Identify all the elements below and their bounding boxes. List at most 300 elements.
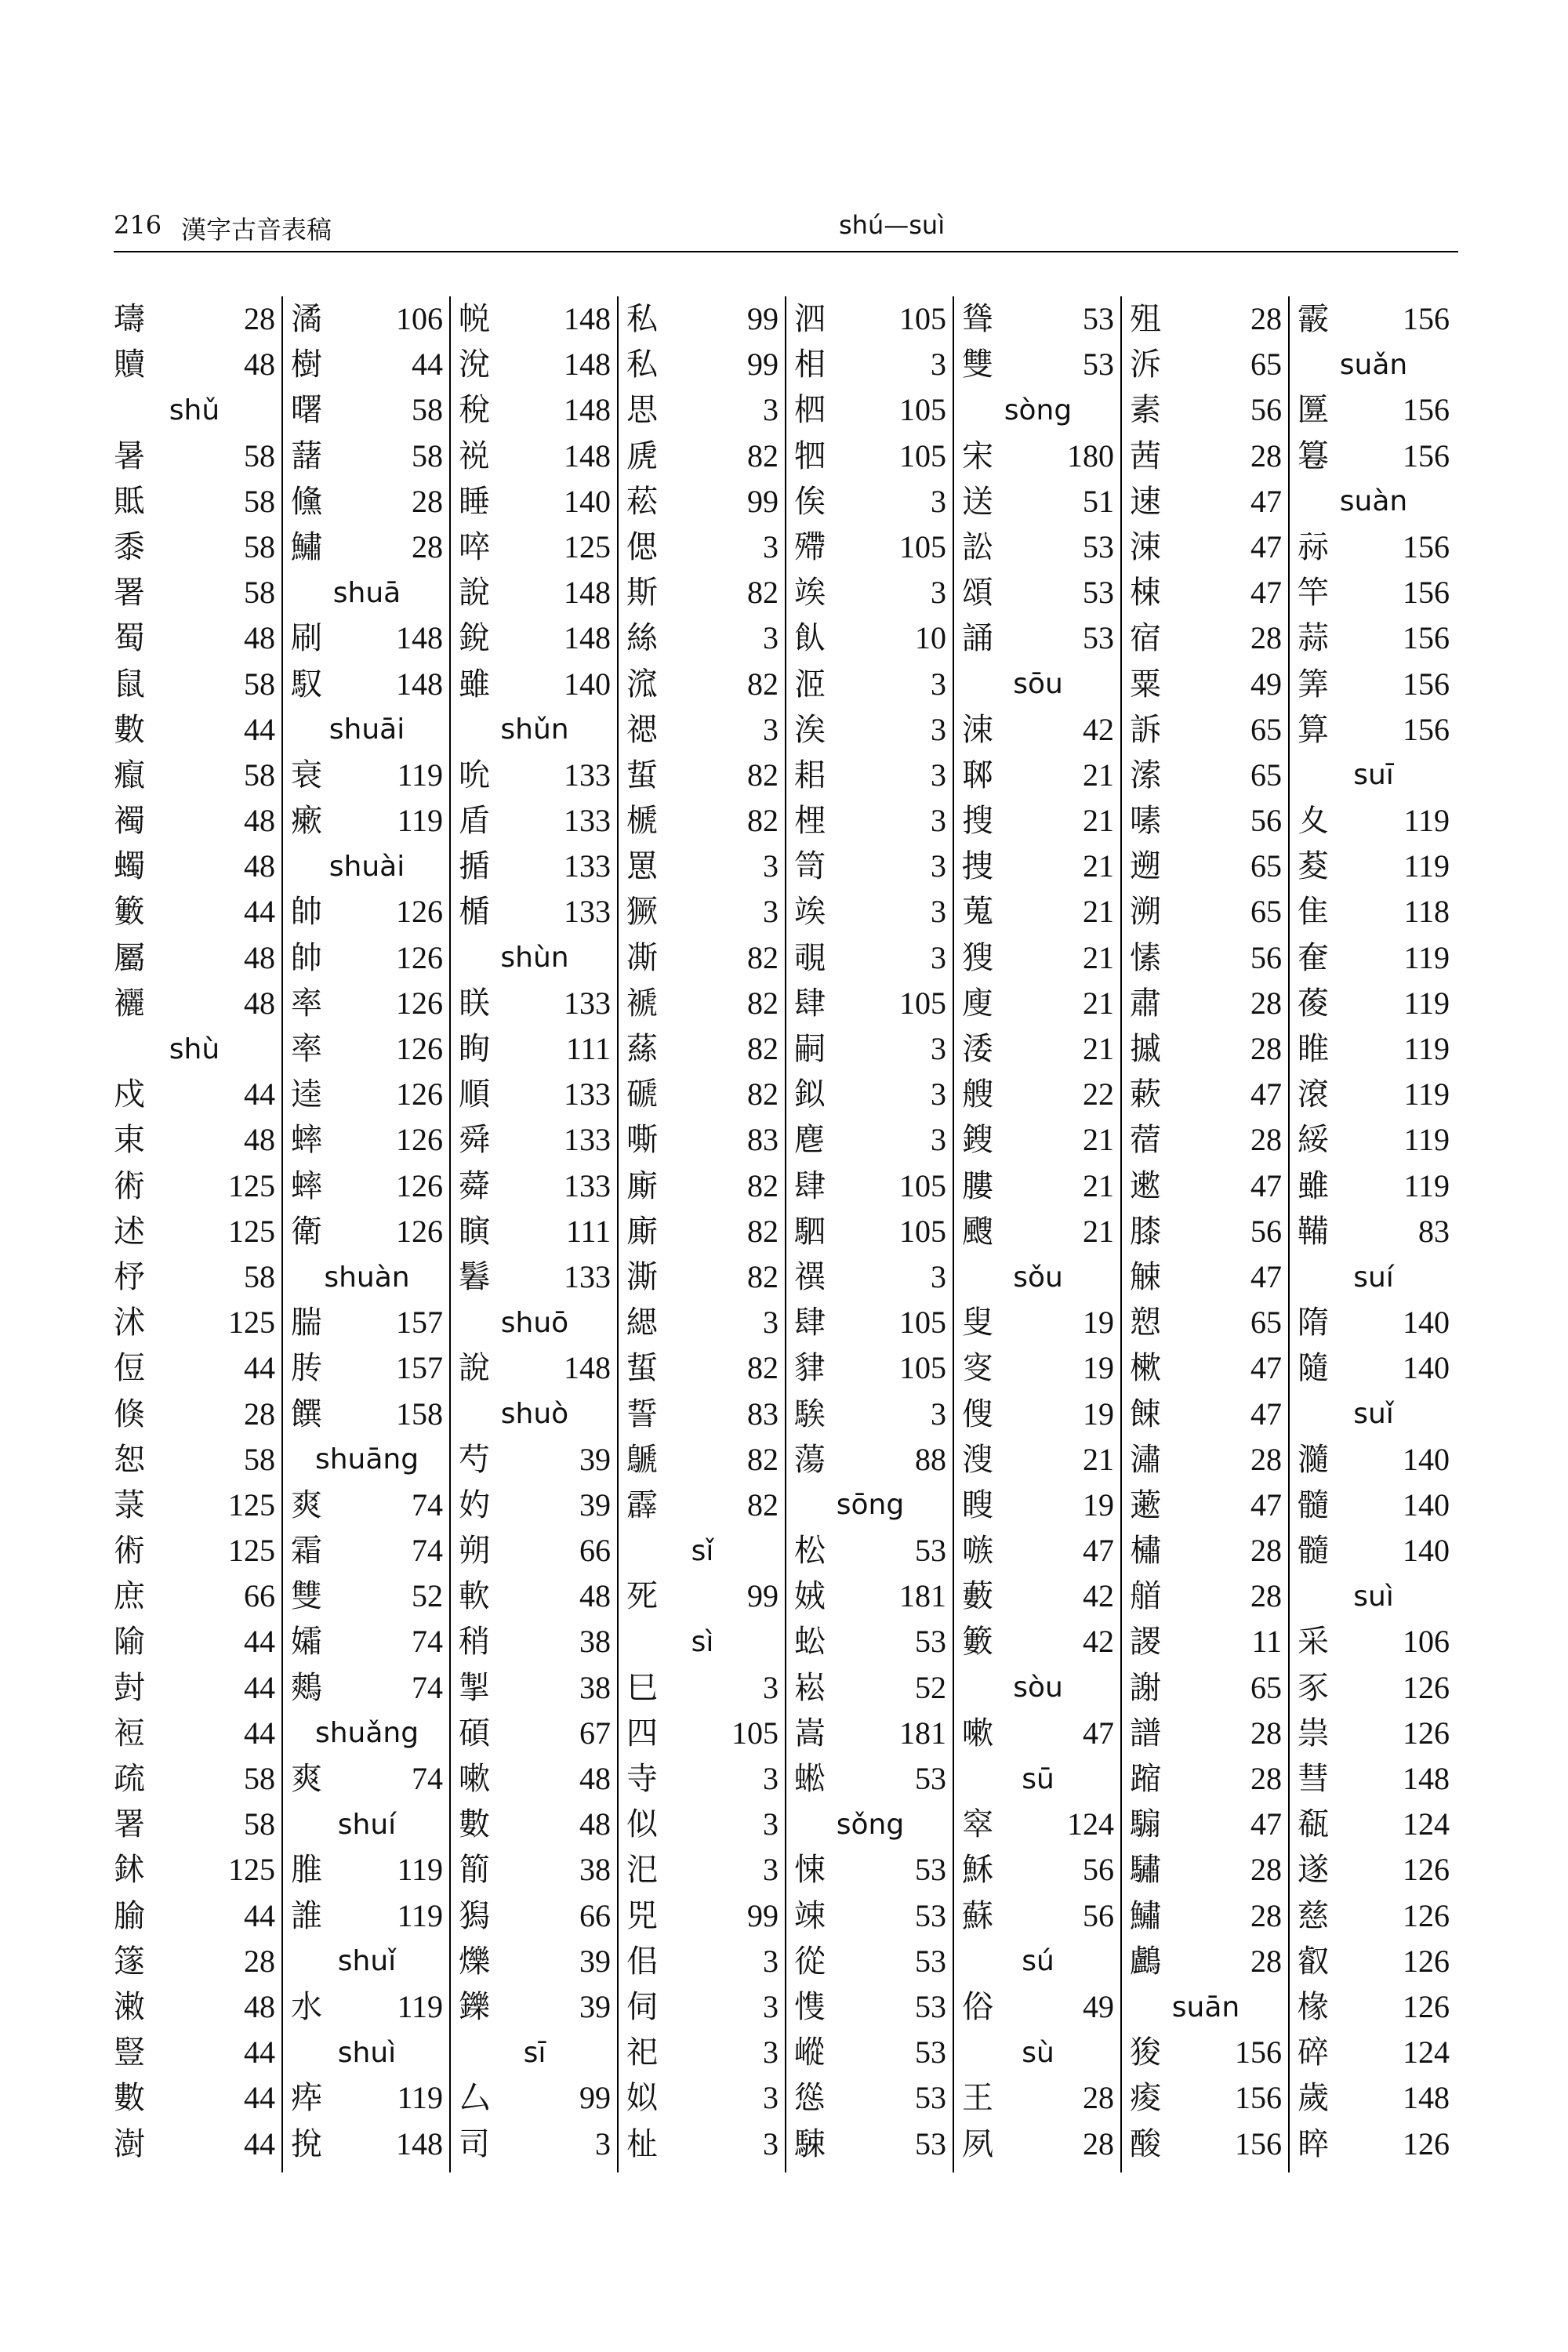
rhyme-group-number: 125 <box>228 1167 275 1203</box>
character: 蟀 <box>291 1122 322 1159</box>
character-entry <box>1298 1026 1450 1072</box>
character-entry <box>626 479 779 524</box>
character: 腨 <box>291 1305 322 1341</box>
character: 嵷 <box>794 2034 826 2071</box>
character-entry <box>626 342 779 387</box>
character-entry <box>794 570 946 615</box>
character-entry <box>794 1254 946 1300</box>
character: 葰 <box>1298 985 1329 1022</box>
pinyin-heading: shuí <box>337 1808 397 1841</box>
character-entry <box>459 2075 611 2121</box>
rhyme-group-number: 119 <box>397 1852 443 1888</box>
character-entry <box>459 1939 611 1984</box>
character-entry <box>459 1893 611 1939</box>
character: 宋 <box>962 437 993 474</box>
character-entry <box>962 615 1114 661</box>
character-entry <box>114 1573 275 1619</box>
rhyme-group-number: 148 <box>396 2125 443 2161</box>
rhyme-group-number: 126 <box>396 1213 443 1249</box>
character: 思 <box>626 392 658 429</box>
character-entry <box>114 524 275 570</box>
rhyme-group-number: 58 <box>244 528 275 564</box>
character-entry <box>114 1437 275 1483</box>
rhyme-group-number: 53 <box>915 1988 946 2024</box>
pinyin-heading: shuāng <box>314 1443 419 1476</box>
character-entry <box>626 524 779 570</box>
character: 泗 <box>794 301 826 337</box>
character: 貾 <box>114 483 145 520</box>
character-entry <box>1298 387 1450 433</box>
character-entry <box>794 798 946 844</box>
rhyme-group-number: 3 <box>763 848 779 884</box>
character-entry <box>291 1345 443 1391</box>
character: 榹 <box>626 803 658 840</box>
character-entry <box>1298 1756 1450 1802</box>
character-entry <box>114 1665 275 1711</box>
character-entry <box>459 1117 611 1163</box>
rhyme-group-number: 181 <box>899 1715 946 1751</box>
rhyme-group-number: 48 <box>244 1122 275 1158</box>
rhyme-group-number: 82 <box>747 757 779 793</box>
character: 耜 <box>794 757 826 793</box>
character: 俟 <box>794 483 826 520</box>
character-entry <box>626 844 779 889</box>
rhyme-group-number: 126 <box>396 1031 443 1066</box>
character-entry <box>626 1893 779 1939</box>
character: 眹 <box>459 985 490 1022</box>
rhyme-group-number: 105 <box>899 1350 946 1386</box>
character: 駷 <box>794 2125 826 2162</box>
pinyin-heading: shuō <box>500 1306 569 1339</box>
character-entry <box>291 935 443 981</box>
character: 籔 <box>962 1624 993 1661</box>
character-entry <box>962 1163 1114 1209</box>
rhyme-group-number: 119 <box>1403 848 1450 884</box>
rhyme-group-number: 65 <box>1250 711 1282 747</box>
character-entry <box>114 1117 275 1163</box>
character-entry <box>114 615 275 661</box>
character: 豕 <box>1298 1669 1329 1706</box>
character-entry <box>1130 524 1282 570</box>
character: 銳 <box>459 620 490 657</box>
rhyme-group-number: 83 <box>747 1396 779 1432</box>
character: 竿 <box>1298 575 1329 612</box>
rhyme-group-number: 28 <box>244 1396 275 1432</box>
rhyme-group-number: 126 <box>1403 1852 1450 1888</box>
character: 啐 <box>459 528 490 565</box>
character: 竦 <box>794 1897 826 1934</box>
rhyme-group-number: 21 <box>1083 803 1114 839</box>
character: 夊 <box>1298 803 1329 840</box>
character: 潏 <box>291 301 322 337</box>
rhyme-group-number: 44 <box>244 1669 275 1705</box>
character-entry <box>626 615 779 661</box>
character-entry <box>794 1117 946 1163</box>
character: 蜇 <box>626 757 658 793</box>
character: 術 <box>114 1533 145 1570</box>
character: 郰 <box>962 757 993 793</box>
character-entry <box>794 1711 946 1756</box>
rhyme-group-number: 74 <box>412 1669 443 1705</box>
rhyme-group-number: 119 <box>397 1897 443 1933</box>
character-entry <box>459 342 611 387</box>
character-entry <box>291 2075 443 2121</box>
rhyme-group-number: 119 <box>1403 1031 1450 1066</box>
rhyme-group-number: 28 <box>1250 620 1282 656</box>
character: 偲 <box>626 528 658 565</box>
rhyme-group-number: 53 <box>915 1761 946 1796</box>
pinyin-heading: suān <box>1171 1991 1240 2024</box>
character-entry <box>291 1300 443 1345</box>
character: 俗 <box>962 1988 993 2025</box>
rhyme-group-number: 82 <box>747 666 779 702</box>
character-entry <box>291 1072 443 1117</box>
character-entry <box>794 387 946 433</box>
rhyme-group-number: 28 <box>1250 1441 1282 1477</box>
character-entry <box>291 1665 443 1711</box>
character-entry <box>291 387 443 433</box>
rhyme-group-number: 133 <box>564 1167 611 1203</box>
rhyme-group-number: 157 <box>396 1305 443 1341</box>
character-entry <box>626 387 779 433</box>
rhyme-group-number: 39 <box>579 1441 611 1477</box>
rhyme-group-number: 21 <box>1083 939 1114 975</box>
rhyme-group-number: 133 <box>564 848 611 884</box>
character-entry <box>114 1847 275 1893</box>
rhyme-group-number: 105 <box>899 1305 946 1341</box>
character: 署 <box>114 1806 145 1843</box>
rhyme-group-number: 74 <box>412 1761 443 1796</box>
character-entry <box>1130 479 1282 524</box>
rhyme-group-number: 44 <box>244 2080 275 2116</box>
character: 謖 <box>1130 1624 1161 1661</box>
rhyme-group-number: 180 <box>1067 437 1114 474</box>
character-entry <box>459 2122 611 2167</box>
rhyme-group-number: 119 <box>397 803 443 839</box>
character: 死 <box>626 1578 658 1615</box>
character: 疏 <box>114 1761 145 1797</box>
character-entry <box>1130 662 1282 707</box>
rhyme-group-number: 19 <box>1083 1350 1114 1386</box>
rhyme-group-number: 47 <box>1250 1806 1282 1842</box>
rhyme-group-number: 58 <box>244 1806 275 1842</box>
pinyin-heading: sì <box>691 1626 714 1659</box>
rhyme-group-number: 126 <box>396 985 443 1021</box>
character-entry <box>459 662 611 707</box>
rhyme-group-number: 82 <box>747 437 779 474</box>
character: 嗣 <box>794 1031 826 1067</box>
character: 逵 <box>291 1076 322 1113</box>
pinyin-heading: shuì <box>337 2036 397 2069</box>
pinyin-heading: sǒu <box>1013 1261 1063 1294</box>
rhyme-group-number: 3 <box>931 1031 946 1066</box>
rhyme-group-number: 126 <box>396 939 443 975</box>
rhyme-group-number: 82 <box>747 1031 779 1066</box>
character: 獡 <box>459 1897 490 1934</box>
character: 窣 <box>962 1806 993 1843</box>
rhyme-group-number: 156 <box>1403 437 1450 474</box>
rhyme-group-number: 38 <box>579 1852 611 1888</box>
character-entry <box>794 1665 946 1711</box>
character: 儵 <box>291 483 322 520</box>
character: 蕣 <box>459 1167 490 1204</box>
character: 從 <box>794 1943 826 1980</box>
character: 鱐 <box>291 528 322 565</box>
character: 觫 <box>1130 1258 1161 1295</box>
pinyin-heading: sòng <box>1004 394 1073 426</box>
character: 泝 <box>1130 347 1161 383</box>
rhyme-group-number: 156 <box>1403 301 1450 336</box>
character: 誰 <box>291 1897 322 1934</box>
character: 叡 <box>1298 1943 1329 1980</box>
character-entry <box>1130 1026 1282 1072</box>
rhyme-group-number: 53 <box>915 2125 946 2161</box>
character-entry <box>1130 570 1282 615</box>
rhyme-group-number: 126 <box>1403 1715 1450 1751</box>
pinyin-heading: shuā <box>332 576 401 609</box>
character: 揗 <box>459 848 490 885</box>
rhyme-group-number: 140 <box>564 666 611 702</box>
character: 蔌 <box>1130 1076 1161 1113</box>
rhyme-group-number: 19 <box>1083 1305 1114 1341</box>
rhyme-group-number: 156 <box>1235 2125 1282 2161</box>
rhyme-group-number: 133 <box>564 1076 611 1112</box>
character: 祱 <box>459 437 490 474</box>
rhyme-group-number: 56 <box>1250 1213 1282 1249</box>
rhyme-group-number: 126 <box>1403 2125 1450 2161</box>
character-entry <box>114 1300 275 1345</box>
character-entry <box>114 935 275 981</box>
character-entry <box>962 1893 1114 1939</box>
rhyme-group-number: 47 <box>1250 528 1282 564</box>
character: 誓 <box>626 1396 658 1432</box>
rhyme-group-number: 21 <box>1083 1122 1114 1158</box>
character-entry <box>291 981 443 1026</box>
character: 私 <box>626 301 658 337</box>
rhyme-group-number: 28 <box>1250 1897 1282 1933</box>
character: 嗽 <box>962 1715 993 1751</box>
rhyme-group-number: 3 <box>931 848 946 884</box>
pinyin-heading: shǔ <box>169 394 220 426</box>
character-entry <box>1298 1209 1450 1254</box>
pinyin-heading: suì <box>1353 1580 1394 1613</box>
rhyme-group-number: 124 <box>1403 2034 1450 2071</box>
character-entry <box>114 1072 275 1117</box>
rhyme-group-number: 47 <box>1250 1167 1282 1203</box>
character: 藷 <box>291 437 322 474</box>
character-entry <box>626 1802 779 1847</box>
character-entry <box>291 1117 443 1163</box>
character-entry <box>1298 1117 1450 1163</box>
character-entry <box>114 1483 275 1528</box>
character-entry <box>114 1802 275 1847</box>
character: 隋 <box>1298 1305 1329 1341</box>
character: 寺 <box>626 1761 658 1797</box>
character-entry <box>794 434 946 479</box>
rhyme-group-number: 158 <box>396 1396 443 1432</box>
character-entry <box>794 1573 946 1619</box>
rhyme-group-number: 3 <box>763 2034 779 2071</box>
character: 粟 <box>1130 666 1161 702</box>
character-entry <box>1298 2122 1450 2167</box>
character-entry <box>626 1573 779 1619</box>
index-column <box>785 296 953 2172</box>
character: 洍 <box>794 666 826 702</box>
character: 遬 <box>1130 1167 1161 1204</box>
rhyme-group-number: 126 <box>396 1076 443 1112</box>
character-entry <box>1130 387 1282 433</box>
rhyme-group-number: 28 <box>1250 437 1282 474</box>
character: 褫 <box>626 985 658 1022</box>
character-entry <box>1130 1483 1282 1528</box>
character-entry <box>626 1939 779 1984</box>
character-entry <box>291 1528 443 1573</box>
character: 颼 <box>962 1213 993 1250</box>
character-entry <box>1130 296 1282 342</box>
character: 帨 <box>459 301 490 337</box>
character-entry <box>459 1802 611 1847</box>
rhyme-group-number: 3 <box>763 528 779 564</box>
character-entry <box>1298 981 1450 1026</box>
rhyme-group-number: 21 <box>1083 1031 1114 1066</box>
rhyme-group-number: 148 <box>564 1350 611 1386</box>
rhyme-group-number: 3 <box>763 1305 779 1341</box>
rhyme-group-number: 28 <box>244 301 275 336</box>
character-entry <box>1298 434 1450 479</box>
rhyme-group-number: 52 <box>412 1578 443 1614</box>
character: 摵 <box>1130 1031 1161 1067</box>
character: 騃 <box>794 1396 826 1432</box>
character: 襡 <box>114 803 145 840</box>
character-entry <box>1130 1756 1282 1802</box>
character: 竢 <box>794 575 826 612</box>
character-entry <box>1298 662 1450 707</box>
character: 杫 <box>626 2125 658 2162</box>
character: 頌 <box>962 575 993 612</box>
rhyme-group-number: 56 <box>1250 939 1282 975</box>
rhyme-group-number: 111 <box>565 1031 611 1066</box>
rhyme-group-number: 53 <box>915 2080 946 2116</box>
rhyme-group-number: 28 <box>1250 1715 1282 1751</box>
character: 艏 <box>1130 1578 1161 1615</box>
character-entry <box>626 935 779 981</box>
rhyme-group-number: 42 <box>1083 711 1114 747</box>
character: 恕 <box>114 1441 145 1478</box>
rhyme-group-number: 126 <box>1403 1943 1450 1979</box>
character: 梀 <box>1130 575 1161 612</box>
character: 溲 <box>962 1441 993 1478</box>
rhyme-group-number: 67 <box>579 1715 611 1751</box>
character-entry <box>114 662 275 707</box>
character-entry <box>114 1163 275 1209</box>
character-entry <box>291 342 443 387</box>
character-entry <box>1130 1528 1282 1573</box>
rhyme-group-number: 3 <box>931 1396 946 1432</box>
character: 籔 <box>114 894 145 931</box>
character-entry <box>291 1984 443 2030</box>
character: 蜙 <box>794 1761 826 1797</box>
pinyin-heading: shǔn <box>500 713 569 746</box>
character: 駟 <box>794 1213 826 1250</box>
rhyme-group-number: 125 <box>228 1305 275 1341</box>
rhyme-group-number: 49 <box>1083 1988 1114 2024</box>
character: 贖 <box>114 347 145 383</box>
rhyme-group-number: 119 <box>1403 803 1450 839</box>
rhyme-group-number: 82 <box>747 1258 779 1294</box>
character-entry <box>1298 1665 1450 1711</box>
rhyme-group-number: 125 <box>228 1213 275 1249</box>
character-entry <box>794 707 946 753</box>
rhyme-group-number: 28 <box>1250 1761 1282 1796</box>
character: 采 <box>1298 1624 1329 1661</box>
rhyme-group-number: 44 <box>244 1350 275 1386</box>
character-entry <box>1298 524 1450 570</box>
character: 送 <box>962 483 993 520</box>
character-entry <box>794 615 946 661</box>
rhyme-group-number: 3 <box>763 1761 779 1796</box>
character: 束 <box>114 1122 145 1159</box>
character: 爽 <box>291 1761 322 1797</box>
character: 沭 <box>114 1305 145 1341</box>
character: 訟 <box>962 528 993 565</box>
rhyme-group-number: 28 <box>1083 2080 1114 2116</box>
pinyin-heading: sǒng <box>836 1808 905 1841</box>
rhyme-group-number: 82 <box>747 1213 779 1249</box>
rhyme-group-number: 148 <box>1403 2080 1450 2116</box>
character-entry <box>962 1345 1114 1391</box>
character-entry <box>1130 1437 1282 1483</box>
character: 霜 <box>291 1533 322 1570</box>
rhyme-group-number: 119 <box>1403 1076 1450 1112</box>
character: 瘶 <box>291 803 322 840</box>
rhyme-group-number: 28 <box>1250 1578 1282 1614</box>
character-entry <box>1130 798 1282 844</box>
character: 算 <box>1298 711 1329 748</box>
character: 愬 <box>1130 1305 1161 1341</box>
rhyme-group-number: 82 <box>747 803 779 839</box>
character-entry <box>114 1392 275 1437</box>
character: 稅 <box>459 392 490 429</box>
character: 痠 <box>1130 2080 1161 2117</box>
character-entry <box>291 662 443 707</box>
character-entry <box>1298 2075 1450 2121</box>
character-entry <box>459 844 611 889</box>
character: 署 <box>114 575 145 612</box>
character-entry <box>114 844 275 889</box>
character: 叜 <box>962 1350 993 1387</box>
character-entry <box>291 1756 443 1802</box>
character-entry <box>459 387 611 433</box>
character-entry <box>962 1528 1114 1573</box>
character: 筭 <box>1298 666 1329 702</box>
rhyme-group-number: 44 <box>244 2034 275 2071</box>
character: 藪 <box>962 1578 993 1615</box>
character: 霹 <box>626 1486 658 1523</box>
character: 梩 <box>794 803 826 840</box>
character-entry <box>1298 1619 1450 1664</box>
character-entry <box>962 570 1114 615</box>
character-entry <box>1130 615 1282 661</box>
rhyme-group-number: 66 <box>579 1533 611 1569</box>
character: 菘 <box>626 483 658 520</box>
pinyin-heading: sù <box>1022 2036 1054 2069</box>
character-entry <box>794 753 946 798</box>
character: 嵩 <box>794 1715 826 1751</box>
character-entry <box>459 1619 611 1664</box>
pinyin-heading: shù <box>169 1033 220 1065</box>
character-entry <box>114 707 275 753</box>
rhyme-group-number: 47 <box>1250 483 1282 519</box>
